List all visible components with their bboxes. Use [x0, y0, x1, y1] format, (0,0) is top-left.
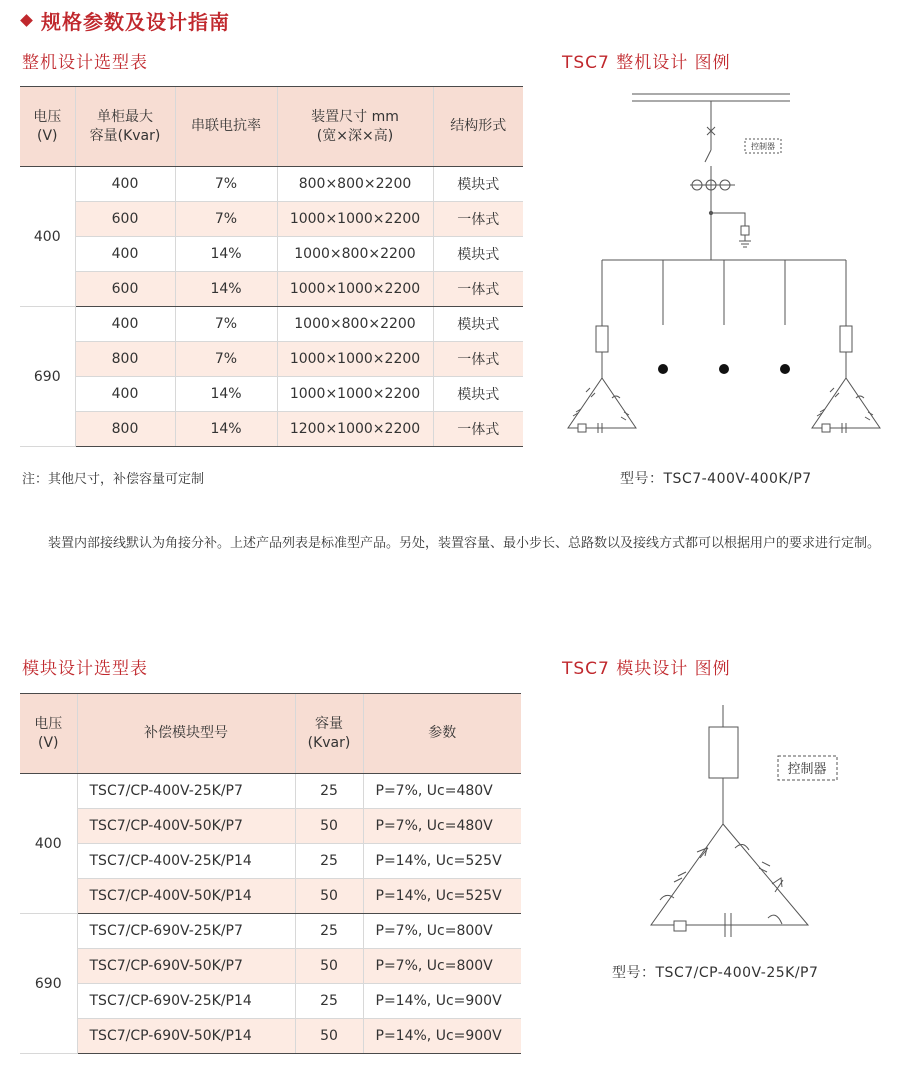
column-header: 电压 (V)	[20, 87, 75, 167]
thyristor-icon	[822, 424, 830, 432]
thyristor-icon	[772, 878, 783, 892]
controller-label: 控制器	[787, 762, 827, 777]
table-cell: 7%	[175, 307, 277, 342]
diagram2-title: TSC7 模块设计 图例	[562, 659, 731, 679]
table-note: 注：其他尺寸，补偿容量可定制	[22, 472, 205, 487]
table-cell: 7%	[175, 342, 277, 377]
table-row	[20, 984, 521, 1019]
diagram1-title: TSC7 整机设计 图例	[562, 53, 731, 73]
column-header: 装置尺寸 mm (宽×深×高)	[277, 87, 433, 167]
delta-capacitor-icon	[568, 378, 636, 428]
table-header-row	[20, 694, 521, 774]
breaker-switch-icon	[705, 150, 711, 178]
voltage-cell: 690	[20, 307, 75, 447]
table-cell: 7%	[175, 167, 277, 202]
table-cell: 一体式	[433, 412, 523, 447]
table-cell: 800	[75, 412, 175, 447]
table-row	[20, 202, 523, 237]
fuse-icon	[840, 326, 852, 352]
table-cell: P=7%, Uc=480V	[363, 774, 521, 809]
table-cell: 1200×1000×2200	[277, 412, 433, 447]
capacitor-icon	[674, 872, 686, 882]
reactor-icon	[768, 915, 782, 924]
ellipsis-dot	[719, 364, 729, 374]
surge-branch-line	[711, 213, 745, 226]
table-row	[20, 412, 523, 447]
table-cell: 800	[75, 342, 175, 377]
table-cell: 25	[295, 844, 363, 879]
fuse-icon	[596, 326, 608, 352]
table-row	[20, 167, 523, 202]
table-cell: 模块式	[433, 237, 523, 272]
table-cell: TSC7/CP-690V-50K/P14	[77, 1019, 295, 1054]
table-row	[20, 774, 521, 809]
table-header-row	[20, 87, 523, 167]
whole-unit-wiring-diagram	[540, 85, 890, 445]
table-cell: 600	[75, 202, 175, 237]
controller-label: 控制器	[751, 142, 775, 151]
table-cell: P=14%, Uc=900V	[363, 1019, 521, 1054]
table-cell: TSC7/CP-400V-50K/P14	[77, 879, 295, 914]
table-cell: 25	[295, 984, 363, 1019]
capacitor-icon	[759, 862, 770, 872]
table-row	[20, 272, 523, 307]
thyristor-icon	[578, 424, 586, 432]
table-cell: 25	[295, 774, 363, 809]
thyristor-icon	[674, 921, 686, 931]
table-row	[20, 844, 521, 879]
column-header: 补偿模块型号	[77, 694, 295, 774]
table-cell: 1000×1000×2200	[277, 342, 433, 377]
section2-title: 模块设计选型表	[22, 659, 148, 679]
table-cell: 50	[295, 879, 363, 914]
reactor-icon	[660, 895, 674, 900]
table-cell: 50	[295, 1019, 363, 1054]
table-cell: P=14%, Uc=525V	[363, 844, 521, 879]
table-cell: TSC7/CP-690V-25K/P7	[77, 914, 295, 949]
table-cell: 模块式	[433, 307, 523, 342]
table-cell: 1000×1000×2200	[277, 202, 433, 237]
table-cell: P=7%, Uc=800V	[363, 914, 521, 949]
table-row	[20, 809, 521, 844]
diamond-bullet-icon	[20, 14, 33, 27]
column-header: 参数	[363, 694, 521, 774]
module-selection-table	[20, 693, 521, 1054]
table-cell: TSC7/CP-400V-25K/P7	[77, 774, 295, 809]
table-cell: TSC7/CP-690V-50K/P7	[77, 949, 295, 984]
table-row	[20, 1019, 521, 1054]
table-cell: 1000×800×2200	[277, 237, 433, 272]
table-cell: 7%	[175, 202, 277, 237]
table-row	[20, 949, 521, 984]
table-cell: 400	[75, 307, 175, 342]
delta-capacitor-icon	[651, 824, 808, 925]
table-cell: 14%	[175, 272, 277, 307]
column-header: 单柜最大 容量(Kvar)	[75, 87, 175, 167]
column-header: 容量 (Kvar)	[295, 694, 363, 774]
table-cell: P=14%, Uc=525V	[363, 879, 521, 914]
table-cell: 25	[295, 914, 363, 949]
diagram2-caption: 型号：TSC7/CP-400V-25K/P7	[612, 965, 819, 981]
page-header	[22, 6, 230, 35]
table-cell: 一体式	[433, 342, 523, 377]
table-row	[20, 307, 523, 342]
column-header: 电压 (V)	[20, 694, 77, 774]
table-cell: 模块式	[433, 167, 523, 202]
table-cell: P=7%, Uc=800V	[363, 949, 521, 984]
table-cell: 一体式	[433, 202, 523, 237]
table-cell: 50	[295, 949, 363, 984]
table-cell: 50	[295, 809, 363, 844]
fuse-icon	[709, 727, 738, 778]
table-cell: 14%	[175, 377, 277, 412]
column-header: 结构形式	[433, 87, 523, 167]
table-cell: 400	[75, 167, 175, 202]
description-paragraph: 装置内部接线默认为角接分补。上述产品列表是标准型产品。另处，装置容量、最小步长、总路数以及接线方式都可以根据用户的要求进行定制。	[48, 536, 881, 551]
table-cell: 1000×800×2200	[277, 307, 433, 342]
table-cell: 一体式	[433, 272, 523, 307]
table-row	[20, 237, 523, 272]
delta-capacitor-icon	[812, 378, 880, 428]
table-cell: 14%	[175, 412, 277, 447]
table-cell: 600	[75, 272, 175, 307]
table-cell: 1000×1000×2200	[277, 272, 433, 307]
table-cell: TSC7/CP-690V-25K/P14	[77, 984, 295, 1019]
table-cell: TSC7/CP-400V-25K/P14	[77, 844, 295, 879]
table-row	[20, 342, 523, 377]
voltage-cell: 690	[20, 914, 77, 1054]
surge-arrester-icon	[741, 226, 749, 235]
ground-icon	[739, 235, 751, 247]
voltage-cell: 400	[20, 774, 77, 914]
table-cell: 14%	[175, 237, 277, 272]
table-row	[20, 914, 521, 949]
whole-unit-selection-table	[20, 86, 523, 447]
module-wiring-diagram	[640, 700, 880, 950]
table-cell: 800×800×2200	[277, 167, 433, 202]
voltage-cell: 400	[20, 167, 75, 307]
table-cell: 模块式	[433, 377, 523, 412]
table-cell: 400	[75, 377, 175, 412]
table-cell: 1000×1000×2200	[277, 377, 433, 412]
table-row	[20, 377, 523, 412]
column-header: 串联电抗率	[175, 87, 277, 167]
table-cell: 400	[75, 237, 175, 272]
ellipsis-dot	[780, 364, 790, 374]
diagram1-caption: 型号：TSC7-400V-400K/P7	[620, 471, 812, 487]
section1-title: 整机设计选型表	[22, 53, 148, 73]
page-title: 规格参数及设计指南	[41, 10, 230, 34]
ellipsis-dot	[658, 364, 668, 374]
table-cell: P=7%, Uc=480V	[363, 809, 521, 844]
table-cell: P=14%, Uc=900V	[363, 984, 521, 1019]
table-cell: TSC7/CP-400V-50K/P7	[77, 809, 295, 844]
table-row	[20, 879, 521, 914]
